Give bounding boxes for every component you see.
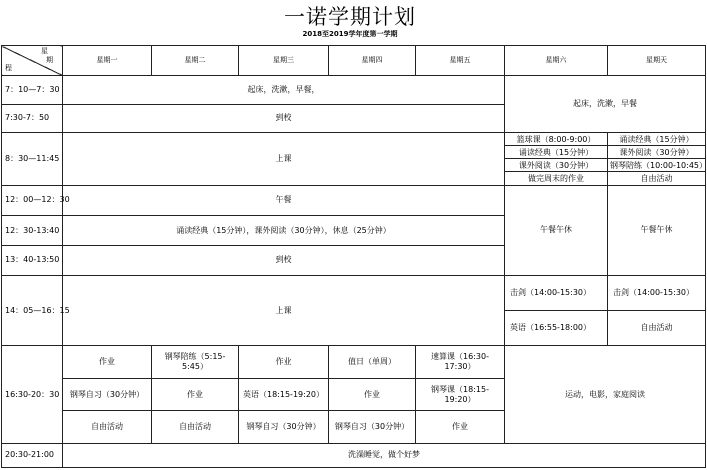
wednesday-activity-cell: 钢琴自习（30分钟） [239, 411, 329, 443]
day-header-thursday: 星期四 [329, 46, 416, 76]
day-header-tuesday: 星期二 [152, 46, 239, 76]
monday-activity-cell: 自由活动 [63, 411, 152, 443]
saturday-activity-cell: 篮球课（8:00-9:00） [505, 133, 608, 146]
corner-label-xing: 星 [41, 47, 48, 55]
saturday-activity-cell: 课外阅读（30分钟） [505, 159, 608, 172]
day-header-friday: 星期五 [416, 46, 505, 76]
weekday-activity-cell: 上课 [63, 275, 505, 346]
saturday-activity-cell: 诵读经典（15分钟） [505, 146, 608, 159]
sunday-activity-cell: 诵读经典（15分钟） [608, 133, 706, 146]
all-days-activity-cell: 洗澡睡觉，做个好梦 [63, 443, 706, 467]
header-row [2, 46, 706, 76]
page-title: 一诺学期计划 [284, 5, 416, 29]
saturday-activity-cell: 做完周末的作业 [505, 172, 608, 185]
schedule-table [1, 45, 706, 468]
schedule-row [2, 346, 706, 378]
thursday-activity-cell: 值日（单周） [329, 346, 416, 378]
weekday-activity-cell: 诵读经典（15分钟），课外阅读（30分钟），休息（25分钟） [63, 215, 505, 245]
corner-label-cheng: 程 [5, 63, 12, 72]
schedule-row [2, 185, 706, 215]
time-cell: 14：05—16：15 [2, 275, 63, 346]
sunday-activity-cell: 自由活动 [608, 172, 706, 185]
day-header-sunday: 星期天 [608, 46, 706, 76]
time-cell: 7:30-7：50 [2, 104, 63, 132]
weekday-activity-cell: 到校 [63, 104, 505, 132]
time-cell: 20:30-21:00 [2, 443, 63, 467]
time-cell: 12：30-13:40 [2, 215, 63, 245]
time-cell: 13：40-13:50 [2, 246, 63, 275]
day-header-saturday: 星期六 [505, 46, 608, 76]
page-subtitle: 2018至2019学年度第一学期 [302, 30, 398, 38]
schedule-row [2, 443, 706, 467]
friday-activity-cell: 速算课（16:30-17:30） [416, 346, 505, 378]
sunday-activity-cell: 击剑（14:00-15:30） [608, 275, 706, 310]
sunday-activity-cell: 课外阅读（30分钟） [608, 146, 706, 159]
schedule-row [2, 133, 706, 146]
weekday-activity-cell: 起床，洗漱，早餐， [63, 76, 505, 104]
monday-activity-cell: 作业 [63, 346, 152, 378]
tuesday-activity-cell: 自由活动 [152, 411, 239, 443]
sunday-activity-cell: 午餐午休 [608, 185, 706, 275]
time-cell: 8：30—11:45 [2, 133, 63, 186]
saturday-activity-cell: 午餐午休 [505, 185, 608, 275]
corner-header-cell [2, 46, 63, 76]
schedule-row [2, 275, 706, 310]
sunday-activity-cell: 钢琴陪练（10:00-10:45） [608, 159, 706, 172]
thursday-activity-cell: 作业 [329, 378, 416, 410]
day-header-monday: 星期一 [63, 46, 152, 76]
wednesday-activity-cell: 作业 [239, 346, 329, 378]
monday-activity-cell: 钢琴自习（30分钟） [63, 378, 152, 410]
weekday-activity-cell: 上课 [63, 133, 505, 186]
sunday-activity-cell: 自由活动 [608, 311, 706, 346]
saturday-activity-cell: 英语（16:55-18:00） [505, 311, 608, 346]
schedule-row [2, 76, 706, 104]
saturday-activity-cell: 击剑（14:00-15:30） [505, 275, 608, 310]
corner-label-qi: 期 [46, 56, 53, 64]
weekday-activity-cell: 到校 [63, 246, 505, 275]
day-header-wednesday: 星期三 [239, 46, 329, 76]
weekend-activity-cell: 运动，电影，家庭阅读 [505, 346, 706, 443]
tuesday-activity-cell: 作业 [152, 378, 239, 410]
time-cell: 16:30-20：30 [2, 346, 63, 443]
wednesday-activity-cell: 英语（18:15-19:20） [239, 378, 329, 410]
weekend-activity-cell: 起床，洗漱，早餐 [505, 76, 706, 133]
weekday-activity-cell: 午餐 [63, 185, 505, 215]
time-cell: 7：10—7：30 [2, 76, 63, 104]
time-cell: 12：00—12：30 [2, 185, 63, 215]
friday-activity-cell: 作业 [416, 411, 505, 443]
friday-activity-cell: 钢琴课（18:15-19:20） [416, 378, 505, 410]
thursday-activity-cell: 钢琴自习（30分钟） [329, 411, 416, 443]
tuesday-activity-cell: 钢琴陪练（5:15-5:45） [152, 346, 239, 378]
